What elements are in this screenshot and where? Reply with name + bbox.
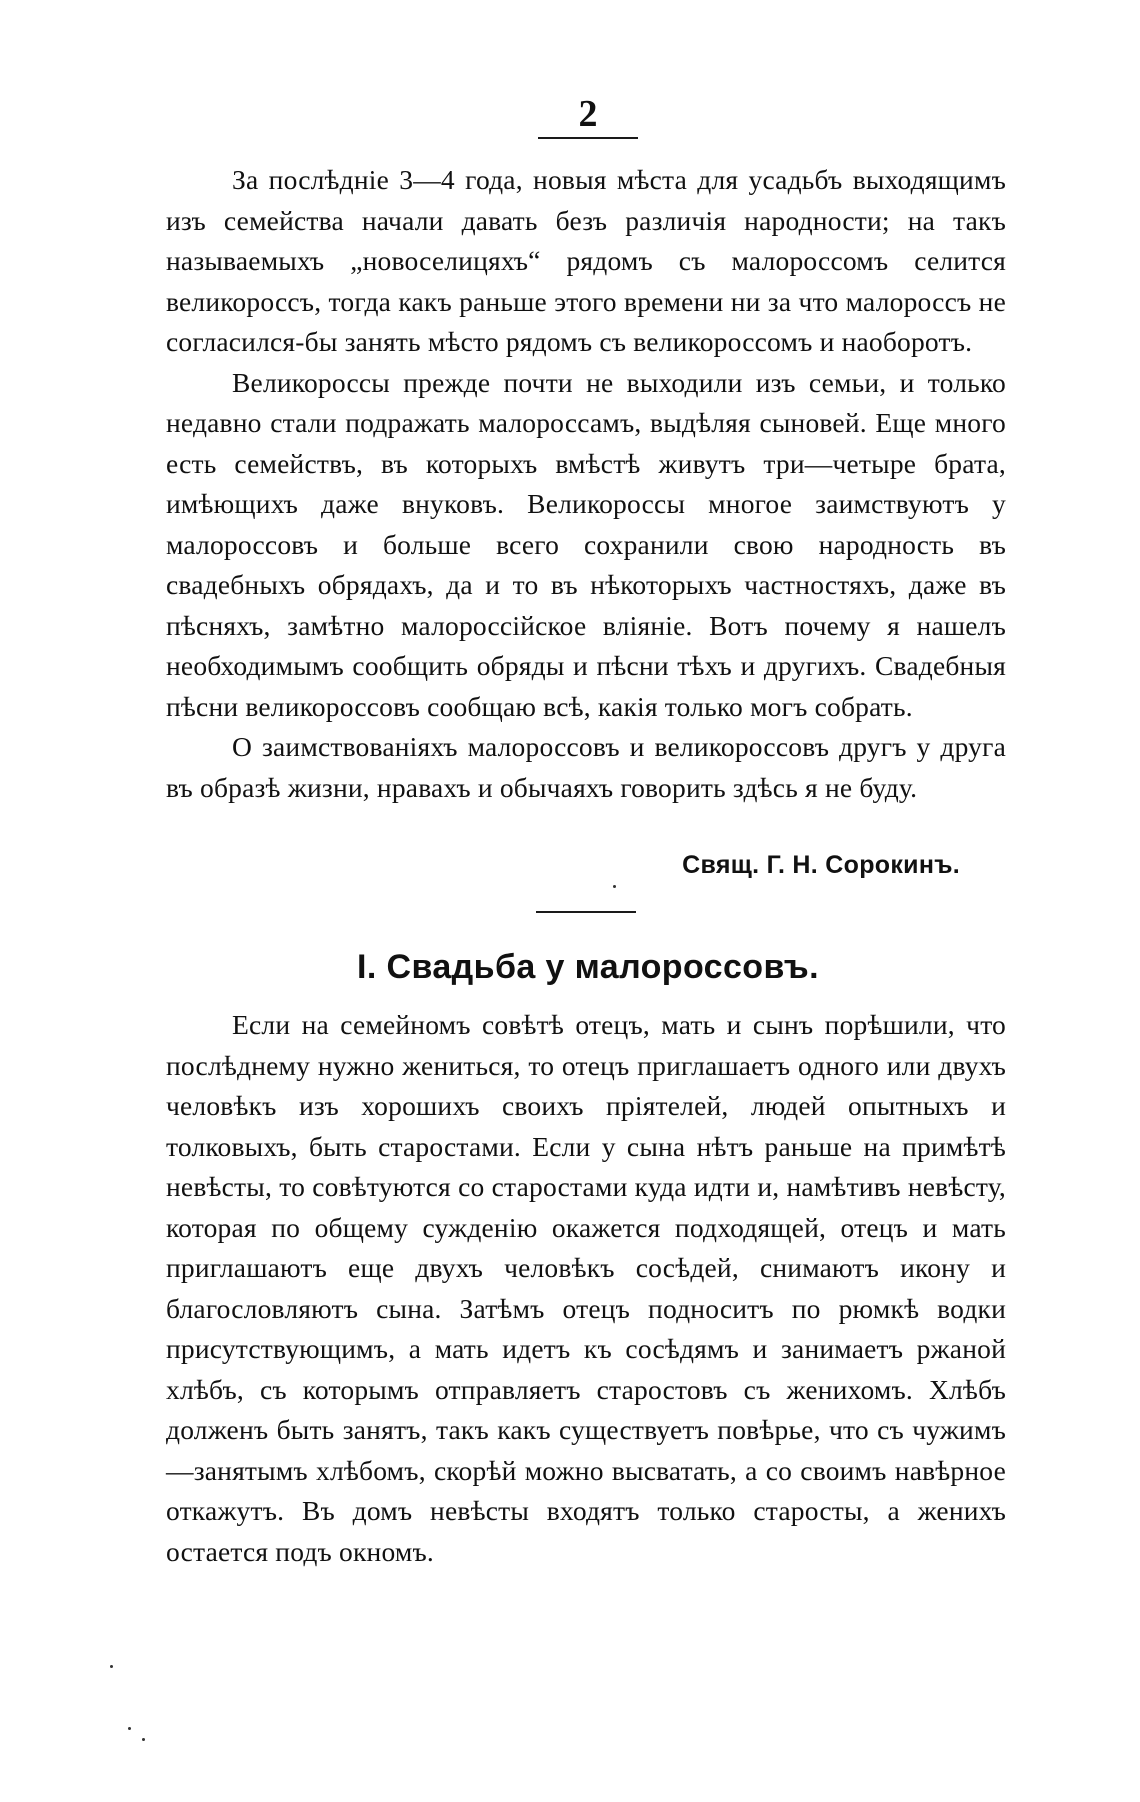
section-title: I. Свадьба у малороссовъ.: [357, 948, 819, 986]
scan-speck: [142, 1738, 145, 1741]
section-paragraph: Если на семейномъ совѣтѣ отецъ, мать и сынъ порѣшили, что послѣднему нужно жениться, то отецъ приглашаетъ одного или двухъ человѣкъ изъ хорошихъ своихъ пріятелей, людей опытныхъ и толковыхъ, быть старостами. Если у сына нѣтъ раньше на примѣтѣ невѣсты, то совѣтуются со старостами куда идти и, намѣтивъ невѣсту, которая по общему сужденію окажется подходящей, отецъ и мать приглашаютъ еще двухъ человѣкъ сосѣдей, снимаютъ икону и благословляютъ сына. Затѣмъ отецъ подноситъ по рюмкѣ водки присутствующимъ, а мать идетъ къ сосѣдямъ и занимаетъ ржаной хлѣбъ, съ которымъ отправляетъ старостовъ съ женихомъ. Хлѣбъ долженъ быть занятъ, такъ какъ существуетъ повѣрье, что съ чужимъ—занятымъ хлѣбомъ, скорѣй можно высватать, а со своимъ навѣрное откажутъ. Въ домъ невѣсты входятъ только старосты, а женихъ остается подъ окномъ.: [166, 1009, 1006, 1567]
scan-speck: [613, 885, 616, 888]
intro-paragraph: О заимствованіяхъ малороссовъ и великороссовъ другъ у друга въ образѣ жизни, нравахъ и обычаяхъ говорить здѣсь я не буду.: [166, 731, 1006, 803]
page-number-underline: [538, 137, 638, 139]
author-signature: Свящ. Г. Н. Сорокинъ.: [682, 851, 960, 879]
section-divider: [536, 911, 636, 913]
intro-paragraph: За послѣдніе 3—4 года, новыя мѣста для усадьбъ выходящимъ изъ семейства начали давать безъ различія народности; на такъ называемыхъ „новоселицяхъ“ рядомъ съ малороссомъ селится великороссъ, тогда какъ раньше этого времени ни за что малороссъ не согласился-бы занять мѣсто рядомъ съ великороссомъ и наоборотъ.: [166, 164, 1006, 357]
intro-text: [166, 160, 1006, 808]
scan-speck: [110, 1665, 113, 1668]
intro-paragraph: Великороссы прежде почти не выходили изъ семьи, и только недавно стали подражать малороссамъ, выдѣляя сыновей. Еще много есть семействъ, въ которыхъ вмѣстѣ живутъ три—четыре брата, имѣющихъ даже внуковъ. Великороссы многое заимствуютъ у малороссовъ и больше всего сохранили свою народность въ свадебныхъ обрядахъ, да и то въ нѣкоторыхъ частностяхъ, даже въ пѣсняхъ, замѣтно малороссійское вліяніе. Вотъ почему я нашелъ необходимымъ сообщить обряды и пѣсни тѣхъ и другихъ. Свадебныя пѣсни великороссовъ сообщаю всѣ, какія только могъ собрать.: [166, 366, 1006, 722]
page-number: 2: [578, 93, 598, 135]
section-text: [166, 1005, 1006, 1572]
scan-speck: [128, 1727, 131, 1730]
